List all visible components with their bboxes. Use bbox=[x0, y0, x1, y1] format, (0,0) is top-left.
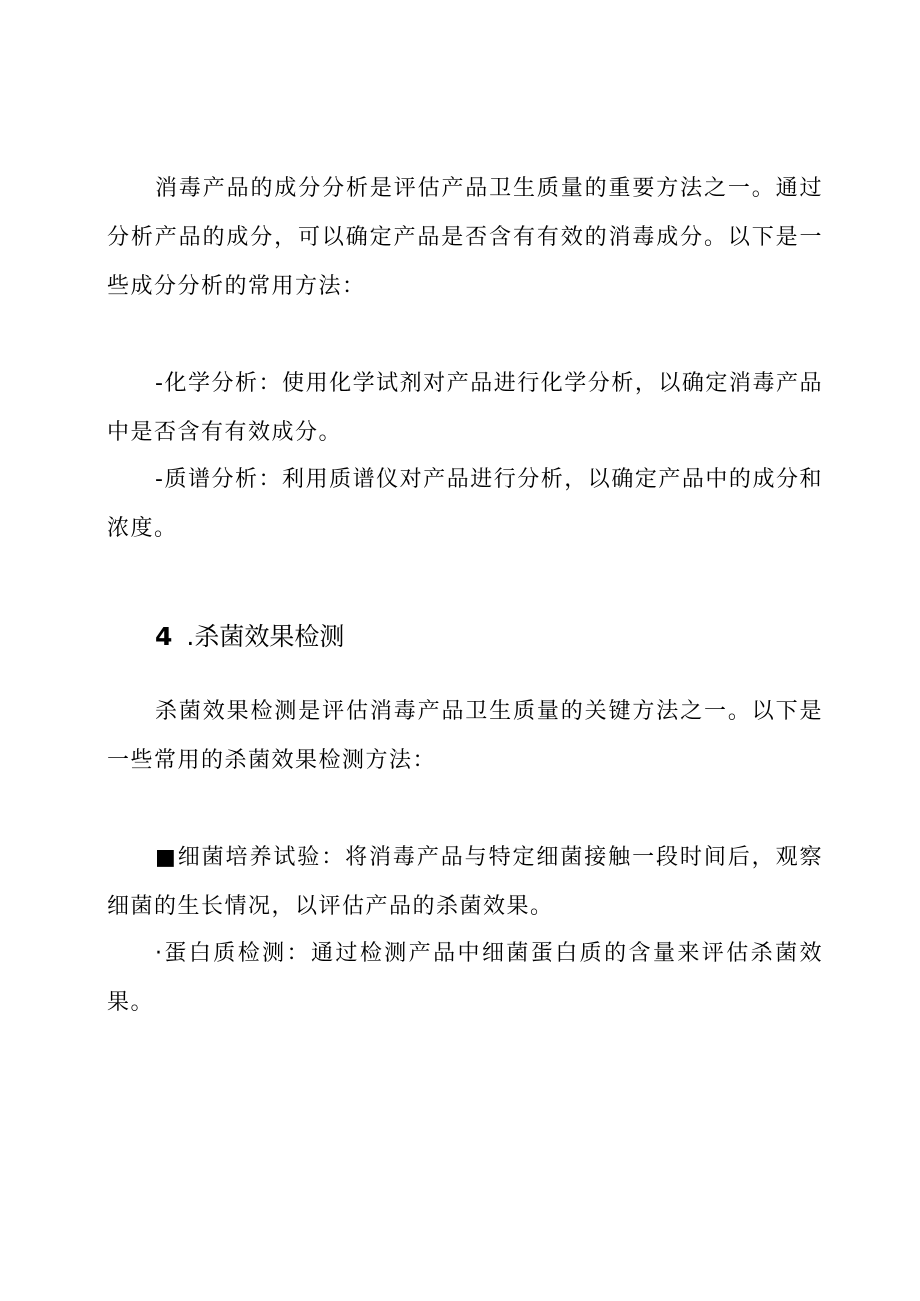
protein-detection-item: ·蛋白质检测：通过检测产品中细菌蛋白质的含量来评估杀菌效果。 bbox=[107, 941, 823, 1015]
section-title: .杀菌效果检测 bbox=[186, 622, 345, 651]
mass-spectrometry-item: -质谱分析：利用质谱仪对产品进行分析，以确定产品中的成分和浓度。 bbox=[107, 467, 823, 541]
chemical-analysis-item: -化学分析：使用化学试剂对产品进行化学分析，以确定消毒产品中是否含有有效成分。 bbox=[107, 371, 823, 445]
section-number: 4 bbox=[155, 622, 173, 651]
section-heading bbox=[155, 612, 344, 662]
bacterial-culture-test-item: ■细菌培养试验：将消毒产品与特定细菌接触一段时间后，观察细菌的生长情况，以评估产品的杀菌效果。 bbox=[107, 845, 823, 919]
sterilization-intro-paragraph: 杀菌效果检测是评估消毒产品卫生质量的关键方法之一。以下是一些常用的杀菌效果检测方法： bbox=[107, 699, 823, 773]
intro-paragraph: 消毒产品的成分分析是评估产品卫生质量的重要方法之一。通过分析产品的成分，可以确定产品是否含有有效的消毒成分。以下是一些成分分析的常用方法： bbox=[107, 176, 823, 299]
